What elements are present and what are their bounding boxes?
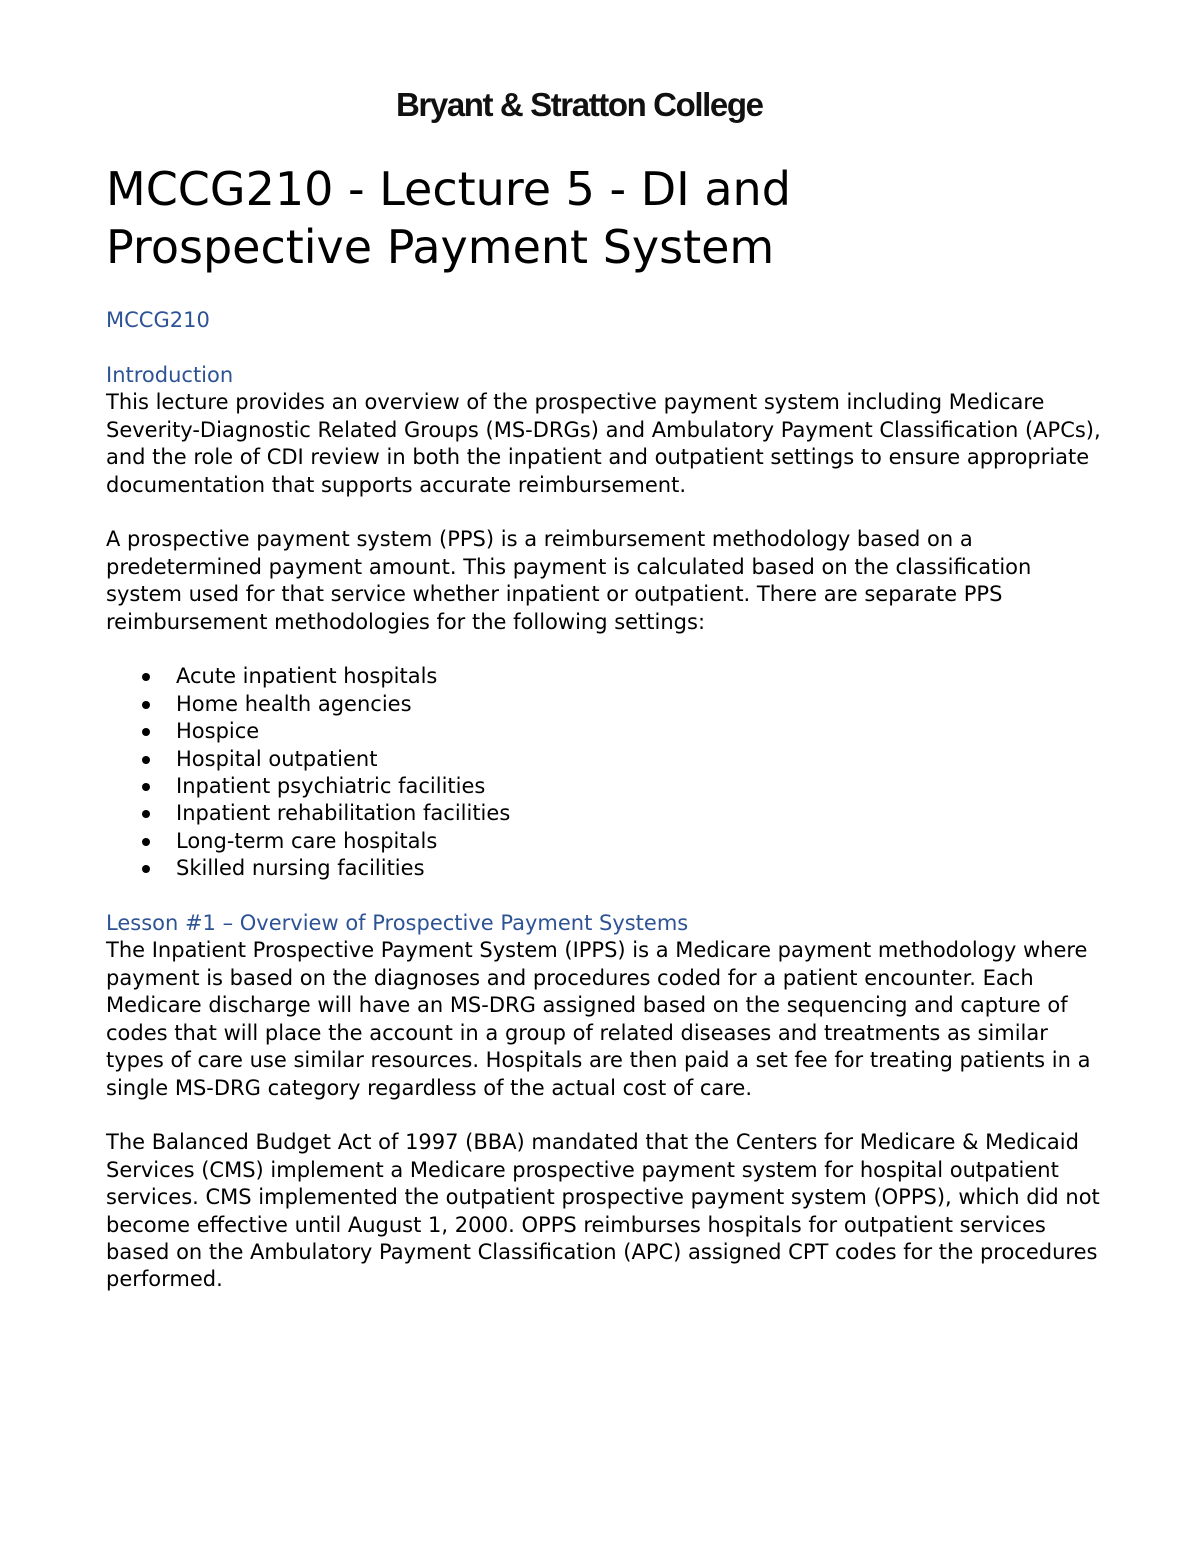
bullet-icon [142, 838, 150, 846]
page-title [106, 160, 1106, 276]
list-item [106, 663, 1106, 690]
list-item-text: Acute inpatient hospitals [176, 664, 438, 689]
list-item-text: Hospice [176, 719, 260, 744]
pps-settings-list [106, 663, 1106, 882]
introduction-paragraph-2: A prospective payment system (PPS) is a reimbursement methodology based on a predetermined payment amount. This payment is calculated based on the classification system used for that service whether inpatient or outpatient. There are separate PPS reimbursement methodologies for the following settings: [106, 527, 1032, 634]
course-code: MCCG210 [106, 308, 210, 332]
page-title-line-1: MCCG210 - Lecture 5 - DI and [106, 162, 791, 216]
list-item [106, 800, 1106, 827]
page-title-line-2: Prospective Payment System [106, 220, 775, 274]
list-item-text: Long-term care hospitals [176, 828, 438, 853]
lesson-1-paragraph-2: The Balanced Budget Act of 1997 (BBA) mandated that the Centers for Medicare & Medicaid Services (CMS) implement a Medicare prospective payment system for hospital outpatient services. CMS implemented the outpatient prospective payment system (OPPS), which did not become effective until August 1, 2000. OPPS reimburses hospitals for outpatient services based on the Ambulatory Payment Classification (APC) assigned CPT codes for the procedures performed. [106, 1130, 1100, 1292]
lesson-1-paragraph-1: The Inpatient Prospective Payment System (IPPS) is a Medicare payment methodology where payment is based on the diagnoses and procedures coded for a patient encounter. Each Medicare discharge will have an MS-DRG assigned based on the sequencing and capture of codes that will place the account in a group of related diseases and treatments as similar types of care use similar resources. Hospitals are then paid a set fee for treating patients in a single MS-DRG category regardless of the actual cost of care. [106, 938, 1091, 1100]
document-body [106, 362, 1106, 1294]
list-item-text: Inpatient psychiatric facilities [176, 774, 486, 799]
list-item [106, 746, 1106, 773]
list-item [106, 828, 1106, 855]
list-item-text: Hospital outpatient [176, 746, 378, 771]
paragraph-spacer [106, 636, 1106, 663]
bullet-icon [142, 865, 150, 873]
bullet-icon [142, 701, 150, 709]
list-item [106, 855, 1106, 882]
list-item-text: Inpatient rehabilitation facilities [176, 801, 511, 826]
bullet-icon [142, 783, 150, 791]
list-item [106, 691, 1106, 718]
lesson-1-heading: Lesson #1 – Overview of Prospective Payment Systems [106, 911, 689, 936]
bullet-icon [142, 756, 150, 764]
paragraph-spacer [106, 1102, 1106, 1129]
list-item [106, 773, 1106, 800]
paragraph-spacer [106, 883, 1106, 910]
introduction-heading: Introduction [106, 363, 234, 387]
list-item-text: Home health agencies [176, 691, 412, 716]
paragraph-spacer [106, 499, 1106, 526]
bullet-icon [142, 673, 150, 681]
bullet-icon [142, 728, 150, 736]
bullet-icon [142, 810, 150, 818]
college-logo: Bryant & Stratton College [396, 86, 763, 123]
introduction-paragraph-1: This lecture provides an overview of the prospective payment system including Medicare Severity-Diagnostic Related Groups (MS-DRGs) and Ambulatory Payment Classification (APCs), and the role of CDI review in both the inpatient and outpatient settings to ensure appropriate documentation that supports accurate reimbursement. [106, 390, 1101, 497]
list-item [106, 718, 1106, 745]
list-item-text: Skilled nursing facilities [176, 856, 425, 881]
